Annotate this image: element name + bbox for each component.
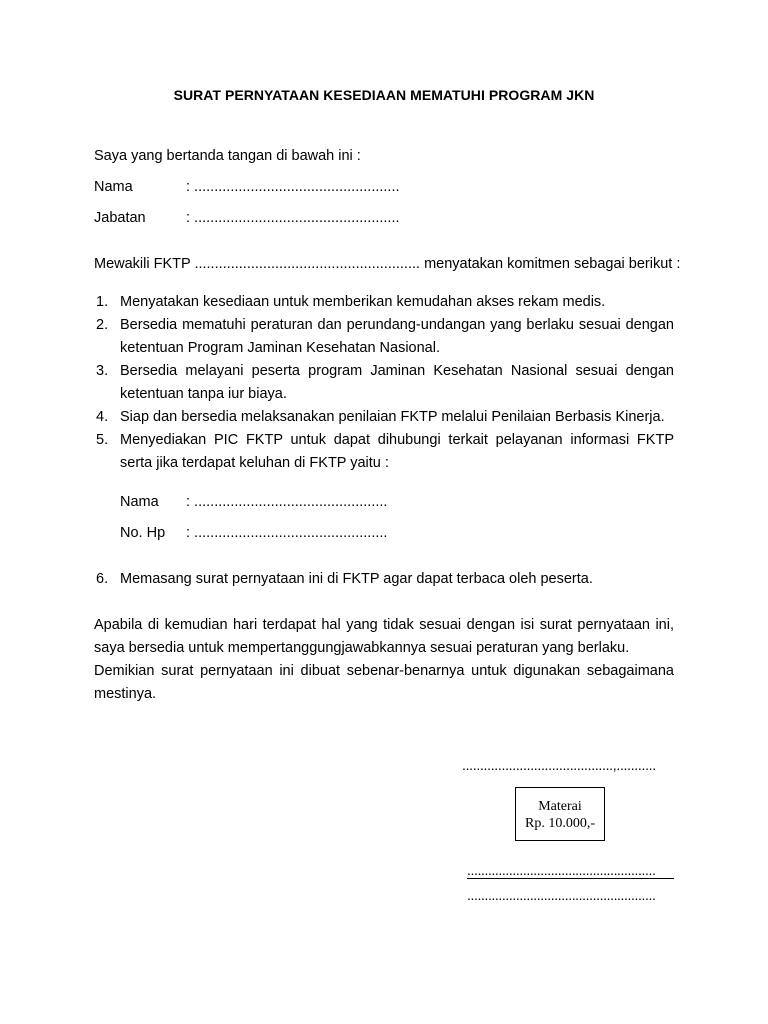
list-item-text: Bersedia melayani peserta program Jaminan Kesehatan Nasional sesuai dengan ketentuan tanpa iur biaya.	[120, 363, 674, 402]
list-item-text: Siap dan bersedia melaksanakan penilaian FKTP melalui Penilaian Berbasis Kinerja.	[120, 409, 665, 425]
stamp-value: Rp. 10.000,-	[525, 816, 595, 831]
list-item-text: Menyatakan kesediaan untuk memberikan kemudahan akses rekam medis.	[120, 294, 606, 310]
place-date-line: ..........................................,...........	[462, 757, 656, 773]
signer-name-field: : ...................................................	[186, 179, 400, 195]
list-item-number: 2.	[96, 317, 109, 333]
list-item	[94, 291, 674, 314]
commitment-list	[94, 291, 674, 475]
stamp-label: Materai	[538, 799, 582, 814]
pic-name-field: : ................................................	[186, 494, 388, 510]
list-item	[94, 360, 674, 406]
intro-text: Saya yang bertanda tangan di bawah ini :	[94, 148, 361, 164]
pic-phone-field: : ................................................	[186, 525, 388, 541]
closing-paragraph: Apabila di kemudian hari terdapat hal yang tidak sesuai dengan isi surat pernyataan ini, saya bersedia untuk mempertanggungjawabkannya sesuai peraturan yang berlaku.	[94, 617, 674, 656]
stamp-box	[515, 787, 605, 841]
signer-position-field: : ...................................................	[186, 210, 400, 226]
signature-title-line: ......................................................	[467, 887, 656, 903]
list-item-text: Bersedia mematuhi peraturan dan perundang-undangan yang berlaku sesuai dengan ketentuan Program Jaminan Kesehatan Nasional.	[120, 317, 674, 356]
closing-statement: Demikian surat pernyataan ini dibuat sebenar-benarnya untuk digunakan sebagaimana mestinya.	[94, 663, 674, 702]
pic-name-label: Nama	[120, 494, 159, 510]
list-item-number: 4.	[96, 409, 109, 425]
list-item	[94, 406, 674, 429]
list-item	[94, 429, 674, 475]
list-item-text: Memasang surat pernyataan ini di FKTP agar dapat terbaca oleh peserta.	[120, 571, 593, 587]
list-item-number: 3.	[96, 363, 109, 379]
document-title: SURAT PERNYATAAN KESEDIAAN MEMATUHI PROGRAM JKN	[173, 87, 595, 103]
signer-name-label: Nama	[94, 179, 133, 195]
pic-phone-label: No. Hp	[120, 525, 166, 541]
list-item-number: 6.	[96, 571, 109, 587]
list-item	[94, 314, 674, 360]
signature-name-line: ......................................................	[467, 862, 674, 879]
signer-position-label: Jabatan	[94, 210, 146, 226]
list-item-text: Menyediakan PIC FKTP untuk dapat dihubungi terkait pelayanan informasi FKTP serta jika terdapat keluhan di FKTP yaitu :	[120, 432, 674, 471]
list-item-number: 1.	[96, 294, 109, 310]
represent-line: Mewakili FKTP ........................................................ menyatakan komitmen sebagai berikut :	[94, 256, 681, 272]
list-item-number: 5.	[96, 432, 109, 448]
